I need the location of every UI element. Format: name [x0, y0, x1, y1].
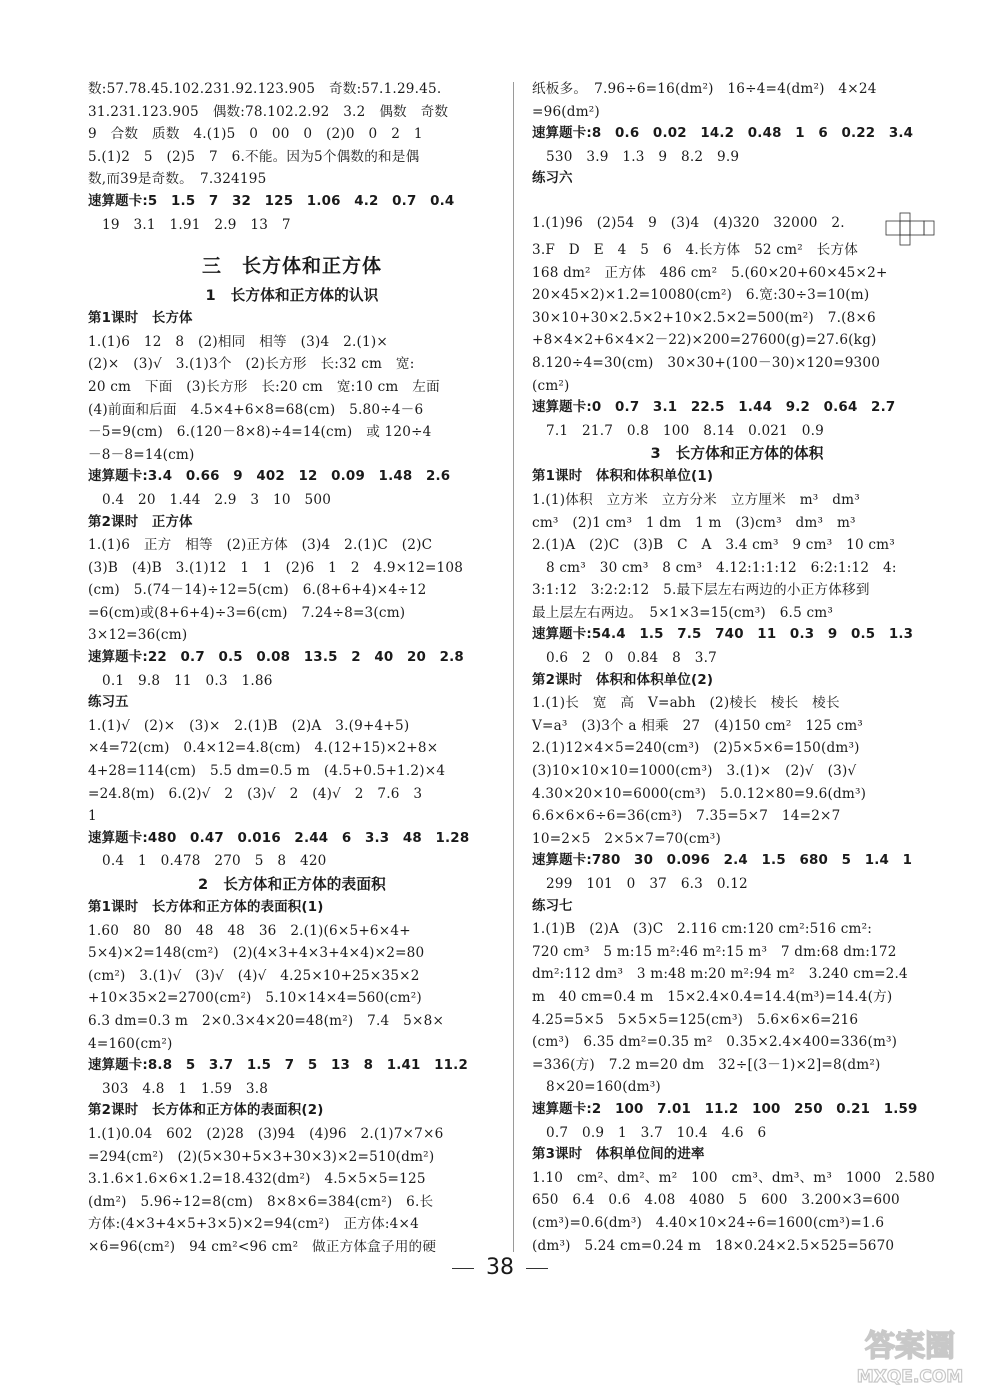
answer-line: 299 101 0 37 6.3 0.12: [546, 876, 748, 892]
answer-line: V=a³ (3)3个 a 相乘 27 (4)150 cm² 125 cm³: [532, 717, 863, 734]
subheading-line: 速算题卡:0 0.7 3.1 22.5 1.44 9.2 0.64 2.7: [532, 400, 896, 416]
answer-line: 30×10+30×2.5×2+10×2.5×2=500(m²) 7.(8×6: [532, 309, 876, 326]
subheading-line: 第3课时 体积单位间的进率: [532, 1147, 705, 1163]
answer-line: (cm²): [532, 377, 570, 394]
answer-line: 20×45×2)×1.2=10080(cm²) 6.宽:30÷3=10(m): [532, 287, 870, 304]
subheading-line: 速算题卡:3.4 0.66 9 402 12 0.09 1.48 2.6: [88, 469, 451, 485]
answer-line: 6.6×6×6÷6=36(cm³) 7.35=5×7 14=2×7: [532, 808, 841, 825]
answer-line: 0.6 2 0 0.84 8 3.7: [546, 650, 718, 667]
answer-line: 530 3.9 1.3 9 8.2 9.9: [546, 148, 740, 165]
answer-line: 4+28=114(cm) 5.5 dm=0.5 m (4.5+0.5+1.2)×4: [88, 763, 446, 780]
subheading-line: 速算题卡:8.8 5 3.7 1.5 7 5 13 8 1.41 11.2: [88, 1058, 468, 1074]
answer-line: =336(方) 7.2 m=20 dm 32÷[(3－1)×2]=8(dm²): [532, 1056, 881, 1073]
answer-line: (cm²) 3.(1)√ (3)√ (4)√ 4.25×10+25×35×2: [88, 967, 420, 984]
answer-line: 0.4 20 1.44 2.9 3 10 500: [102, 491, 332, 508]
answer-line: +8×4×2+6×4×2－22)×200=27600(g)=27.6(kg): [532, 332, 877, 349]
subheading-line: 第2课时 正方体: [88, 514, 193, 530]
section-heading: 2 长方体和正方体的表面积: [198, 876, 386, 893]
page-number: [0, 1255, 1000, 1280]
answer-line: (cm³) 6.35 dm²=0.35 m² 0.35×2.4×400=336(m³): [532, 1034, 898, 1051]
answer-line: －8－8=14(cm): [88, 446, 195, 463]
answer-line: m 40 cm=0.4 m 15×2.4×0.4=14.4(m³)=14.4(方): [532, 988, 893, 1005]
svg-text:答案圈: 答案圈: [865, 1329, 955, 1364]
answer-line: 1.(1)√ (2)× (3)× 2.(1)B (2)A 3.(9+4+5): [88, 717, 410, 734]
answer-line: 数,而39是奇数。 7.324195: [88, 171, 267, 188]
answer-line: 1.(1)体积 立方米 立方分米 立方厘米 m³ dm³: [532, 491, 860, 508]
cube-net-figure: [882, 211, 942, 251]
answer-line: 纸板多。 7.96÷6=16(dm²) 16÷4=4(dm²) 4×24: [532, 81, 877, 97]
page-number-text: 38: [486, 1255, 514, 1280]
answer-line: 1: [88, 808, 97, 825]
left-column: [88, 78, 496, 1259]
subheading-line: 练习六: [532, 171, 573, 187]
answer-line: (cm³)=0.6(dm³) 4.40×10×24÷6=1600(cm³)=1.6: [532, 1214, 885, 1231]
answer-line: =294(cm²) (2)(5×30+5×3+30×3)×2=510(dm²): [88, 1148, 435, 1165]
subheading-line: 第1课时 体积和体积单位(1): [532, 469, 714, 485]
answer-line: 2.(1)A (2)C (3)B C A 3.4 cm³ 9 cm³ 10 cm³: [532, 537, 895, 554]
subheading-line: 速算题卡:5 1.5 7 32 125 1.06 4.2 0.7 0.4: [88, 193, 455, 209]
subheading-line: 练习五: [88, 695, 129, 711]
answer-line: (3)10×10×10=1000(cm³) 3.(1)× (2)√ (3)√: [532, 763, 857, 780]
page-number-dash-right: [526, 1268, 548, 1269]
answer-line: dm²:112 dm³ 3 m:48 m:20 m²:94 m² 3.240 cm=2.4: [532, 966, 908, 983]
answer-line: 10=2×5 2×5×7=70(cm³): [532, 830, 721, 847]
answer-line: (4)前面和后面 4.5×4+6×8=68(cm) 5.80÷4－6: [88, 401, 424, 418]
answer-line: 303 4.8 1 1.59 3.8: [102, 1080, 269, 1097]
answer-line: (2)× (3)√ 3.(1)3个 (2)长方形 长:32 cm 宽:: [88, 356, 415, 373]
answer-line: 3.F D E 4 5 6 4.长方体 52 cm² 长方体: [532, 241, 859, 258]
subheading-line: 速算题卡:54.4 1.5 7.5 740 11 0.3 9 0.5 1.3: [532, 627, 914, 643]
section-heading: 1 长方体和正方体的认识: [205, 287, 379, 305]
subheading-line: 练习七: [532, 898, 573, 914]
answer-line: [532, 191, 942, 203]
watermark-logo: [835, 1318, 985, 1390]
subheading-line: 第1课时 长方体和正方体的表面积(1): [88, 900, 324, 915]
answer-line: cm³ (2)1 cm³ 1 dm 1 m (3)cm³ dm³ m³: [532, 514, 856, 531]
subheading-line: 第1课时 长方体: [88, 311, 193, 327]
answer-line: 方体:(4×3+4×5+3×5)×2=94(cm²) 正方体:4×4: [88, 1216, 419, 1233]
answer-line: =24.8(m) 6.(2)√ 2 (3)√ 2 (4)√ 2 7.6 3: [88, 785, 423, 802]
subheading-line: 第2课时 长方体和正方体的表面积(2): [88, 1103, 324, 1119]
answer-line: 4.25=5×5 5×5×5=125(cm³) 5.6×6×6=216: [532, 1011, 859, 1028]
answer-line: －5=9(cm) 6.(120－8×8)÷4=14(cm) 或 120÷4: [88, 424, 432, 441]
answer-line: 3×12=36(cm): [88, 627, 188, 644]
answer-line: 20 cm 下面 (3)长方形 长:20 cm 宽:10 cm 左面: [88, 378, 440, 395]
section-heading: 3 长方体和正方体的体积: [650, 445, 824, 463]
answer-line: (3)B (4)B 3.(1)12 1 1 (2)6 1 2 4.9×12=108: [88, 559, 464, 576]
answer-line: 8.120÷4=30(cm) 30×30+(100－30)×120=9300: [532, 354, 881, 371]
answer-line: 4=160(cm²): [88, 1035, 173, 1052]
answer-line: 4.30×20×10=6000(cm³) 5.0.12×80=9.6(dm³): [532, 785, 867, 802]
answer-line: 1.60 80 80 48 48 36 2.(1)(6×5+6×4+: [88, 922, 411, 939]
answer-line: 0.4 1 0.478 270 5 8 420: [102, 853, 327, 870]
answer-line: 8×20=160(dm³): [546, 1079, 661, 1096]
answer-line: 8 cm³ 30 cm³ 8 cm³ 4.12:1:1:12 6:2:1:12 4:: [546, 559, 897, 576]
subheading-line: 第2课时 体积和体积单位(2): [532, 672, 714, 688]
answer-line: 6.3 dm=0.3 m 2×0.3×4×20=48(m²) 7.4 5×8×: [88, 1012, 445, 1029]
answer-line: (dm³) 5.24 cm=0.24 m 18×0.24×2.5×525=5670: [532, 1237, 895, 1254]
answer-line: 1.(1)长 宽 高 V=abh (2)棱长 棱长 棱长: [532, 695, 840, 712]
subheading-line: 速算题卡:480 0.47 0.016 2.44 6 3.3 48 1.28: [88, 830, 470, 846]
page-number-dash-left: [452, 1268, 474, 1269]
answer-line: 1.10 cm²、dm²、m² 100 cm³、dm³、m³ 1000 2.580: [532, 1169, 935, 1186]
chapter-heading: 三 长方体和正方体: [201, 255, 382, 278]
answer-line: 1.(1)6 12 8 (2)相同 相等 (3)4 2.(1)×: [88, 333, 388, 350]
column-divider: [513, 82, 514, 1252]
answer-line: 最上层左右两边。 5×1×3=15(cm³) 6.5 cm³: [532, 604, 834, 621]
answer-line: 650 6.4 0.6 4.08 4080 5 600 3.200×3=600: [532, 1192, 900, 1209]
answer-line: 1.(1)B (2)A (3)C 2.116 cm:120 cm²:516 cm²:: [532, 921, 873, 938]
answer-line: 2.(1)12×4×5=240(cm³) (2)5×5×6=150(dm³): [532, 740, 860, 757]
answer-line: 0.7 0.9 1 3.7 10.4 4.6 6: [546, 1124, 767, 1141]
answer-line: 7.1 21.7 0.8 100 8.14 0.021 0.9: [546, 422, 825, 439]
answer-line: 1.(1)0.04 602 (2)28 (3)94 (4)96 2.(1)7×7×6: [88, 1125, 444, 1142]
answer-line: =96(dm²): [532, 103, 600, 120]
subheading-line: 速算题卡:8 0.6 0.02 14.2 0.48 1 6 0.22 3.4: [532, 126, 914, 142]
right-column: [532, 78, 942, 1257]
answer-line: 1.(1)6 正方 相等 (2)正方体 (3)4 2.(1)C (2)C: [88, 537, 433, 554]
answer-line: ×4=72(cm) 0.4×12=4.8(cm) 4.(12+15)×2+8×: [88, 740, 439, 757]
answer-line: (cm) 5.(74－14)÷12=5(cm) 6.(8+6+4)×4÷12: [88, 582, 427, 599]
watermark-icon: [835, 1318, 985, 1390]
answer-line: 720 cm³ 5 m:15 m²:46 m²:15 m³ 7 dm:68 dm:172: [532, 943, 897, 960]
answer-line: 数:57.78.45.102.231.92.123.905 奇数:57.1.29.45.: [88, 81, 442, 97]
subheading-line: 速算题卡:22 0.7 0.5 0.08 13.5 2 40 20 2.8: [88, 650, 464, 666]
answer-line: 5.(1)2 5 (2)5 7 6.不能。因为5个偶数的和是偶: [88, 148, 420, 165]
answer-line: =6(cm)或(8+6+4)÷3=6(cm) 7.24÷8=3(cm): [88, 604, 406, 621]
answer-line: 168 dm² 正方体 486 cm² 5.(60×20+60×45×2+: [532, 264, 888, 281]
answer-line: 0.1 9.8 11 0.3 1.86: [102, 672, 273, 689]
answer-line: 1.(1)96 (2)54 9 (3)4 (4)320 32000 2.: [532, 214, 845, 231]
answer-line: 9 合数 质数 4.(1)5 0 00 0 (2)0 0 2 1: [88, 126, 423, 143]
svg-text:MXQE.COM: MXQE.COM: [856, 1367, 964, 1387]
answer-line: (dm²) 5.96÷12=8(cm) 8×8×6=384(cm²) 6.长: [88, 1193, 434, 1210]
answer-line: 31.231.123.905 偶数:78.102.2.92 3.2 偶数 奇数: [88, 103, 449, 120]
answer-line: 5×4)×2=148(cm²) (2)(4×3+4×3+4×4)×2=80: [88, 945, 425, 962]
answer-line: ×6=96(cm²) 94 cm²<96 cm² 做正方体盒子用的硬: [88, 1238, 437, 1255]
subheading-line: 速算题卡:780 30 0.096 2.4 1.5 680 5 1.4 1: [532, 853, 913, 869]
subheading-line: 速算题卡:2 100 7.01 11.2 100 250 0.21 1.59: [532, 1101, 918, 1117]
answer-line: 3:1:12 3:2:2:12 5.最下层左右两边的小正方体移到: [532, 582, 870, 599]
answer-line: 3.1.6×1.6×6×1.2=18.432(dm²) 4.5×5×5=125: [88, 1171, 426, 1188]
answer-line: 19 3.1 1.91 2.9 13 7: [102, 216, 291, 233]
answer-line: +10×35×2=2700(cm²) 5.10×14×4=560(cm²): [88, 990, 422, 1007]
